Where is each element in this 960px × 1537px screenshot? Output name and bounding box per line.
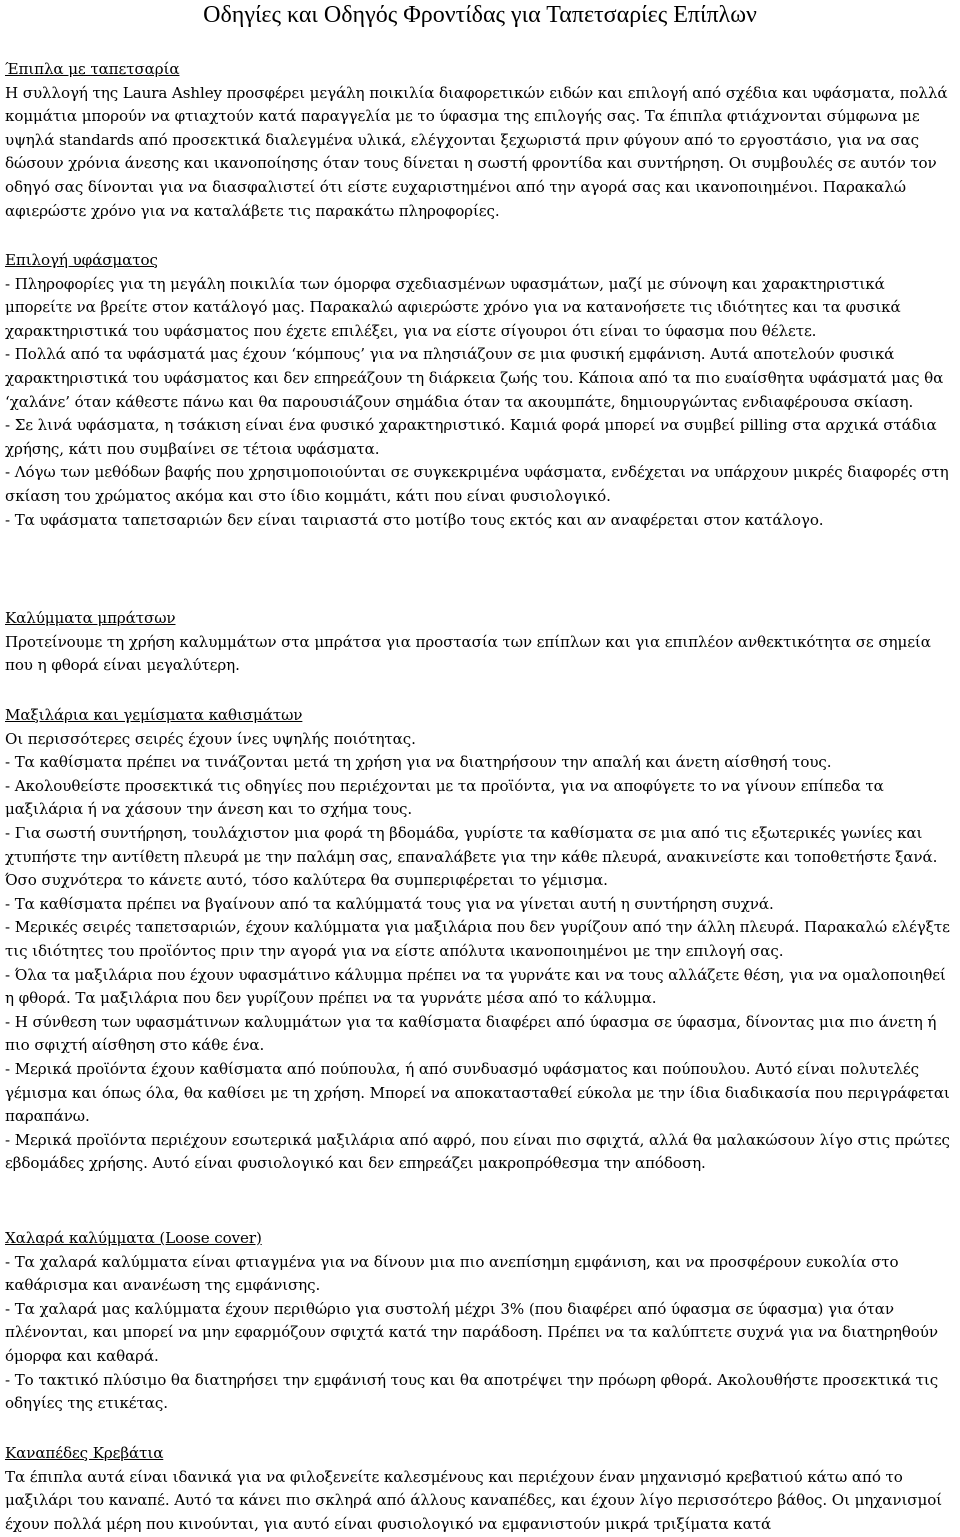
section-heading: Επιλογή υφάσματος — [5, 251, 158, 269]
paragraph: - Όλα τα μαξιλάρια που έχουν υφασμάτινο κάλυμμα πρέπει να τα γυρνάτε και να τους αλλάζετε θέση, για να ομαλοποιηθεί η φθορά. Τα μαξιλάρια που δεν γυρίζουν πρέπει να τα γυρνάτε μέσα από το κάλυμμα. — [5, 965, 946, 1008]
paragraph: - Μερικά προϊόντα περιέχουν εσωτερικά μαξιλάρια από αφρό, που είναι πιο σφιχτά, αλλά θα μαλακώσουν λίγο στις πρώτες εβδομάδες χρήσης. Αυτό είναι φυσιολογικό και δεν επηρεάζει μακροπρόθεσμα την απόδοση. — [5, 1130, 950, 1173]
paragraph: - Πολλά από τα υφάσματά μας έχουν ‘κόμπους’ για να πλησιάζουν σε μια φυσική εμφάνιση. Αυτά αποτελούν φυσικά χαρακτηριστικά του υφάσματος και δεν επηρεάζουν τη διάρκεια ζωής του. Κάποια από τα πιο ευαίσθητα υφάσματά μας θα ‘χαλάνε’ όταν κάθεστε πάνω και θα παρουσιάζουν σημάδια όταν τα ακουμπάτε, δημιουργώντας ενδιαφέρουσα σκίαση. — [5, 345, 944, 411]
section-fabric-choice — [5, 249, 955, 532]
page-title: Οδηγίες και Οδηγός Φροντίδας για Ταπετσαρίες Επίπλων — [203, 2, 757, 28]
paragraph: - Μερικές σειρές ταπετσαριών, έχουν καλύμματα για μαξιλάρια που δεν γυρίζουν από την άλλη πλευρά. Παρακαλώ ελέγξτε τις ιδιότητες του προϊόντος πριν την αγορά για να είστε απόλυτα ικανοποιημένοι με την επιλογή σας. — [5, 918, 950, 960]
section-heading: Καλύμματα μπράτσων — [5, 609, 176, 627]
paragraph: Προτείνουμε τη χρήση καλυμμάτων στα μπράτσα για προστασία των επίπλων και για επιπλέον ανθεκτικότητα σε σημεία που η φθορά είναι μεγαλύτερη. — [5, 632, 931, 675]
paragraph: - Τα χαλαρά μας καλύμματα έχουν περιθώριο για συστολή μέχρι 3% (που διαφέρει από ύφασμα σε ύφασμα) για όταν πλένονται, και μπορεί να μην εφαρμόζουν σφιχτά κατά την παράδοση. Πρέπει να τα καλύπτετε συχνά για να διατηρηθούν όμορφα και καθαρά. — [5, 1299, 938, 1365]
paragraph: - Για σωστή συντήρηση, τουλάχιστον μια φορά τη βδομάδα, γυρίστε τα καθίσματα σε μια από τις εξωτερικές γωνίες και χτυπήστε την αντίθετη πλευρά με την παλάμη σας, επαναλάβετε για την κάθε πλευρά, ανακινείστε και τοποθετήστε ξανά. Όσο συχνότερα το κάνετε αυτό, τόσο καλύτερα θα συμπεριφέρεται το γέμισμα. — [5, 823, 938, 890]
paragraph: - Το τακτικό πλύσιμο θα διατηρήσει την εμφάνισή τους και θα αποτρέψει την πρόωρη φθορά. Ακολουθήστε προσεκτικά τις οδηγίες της ετικέτας. — [5, 1370, 939, 1413]
paragraph: - Τα χαλαρά καλύμματα είναι φτιαγμένα για να δίνουν μια πιο ανεπίσημη εμφάνιση, και να προσφέρουν ευκολία στο καθάρισμα και ανανέωση της εμφάνισης. — [5, 1252, 899, 1295]
section-loose-covers — [5, 1227, 955, 1416]
paragraph: - Πληροφορίες για τη μεγάλη ποικιλία των όμορφα σχεδιασμένων υφασμάτων, μαζί με σύνοψη και χαρακτηριστικά μπορείτε να βρείτε στον κατάλογό μας. Παρακαλώ αφιερώστε χρόνο για να κατανοήσετε τις ιδιότητες και τα φυσικά χαρακτηριστικά του υφάσματος που έχετε επιλέξει, για να είστε σίγουροι ότι είναι το ύφασμα που θέλετε. — [5, 274, 901, 340]
section-heading: Έπιπλα με ταπετσαρία — [5, 60, 180, 78]
section-cushions-fillings — [5, 704, 955, 1176]
paragraph: - Τα υφάσματα ταπετσαριών δεν είναι ταιριαστά στο μοτίβο τους εκτός και αν αναφέρεται στον κατάλογο. — [5, 510, 824, 529]
section-sofa-beds — [5, 1442, 955, 1536]
section-heading: Μαξιλάρια και γεμίσματα καθισμάτων — [5, 706, 303, 724]
paragraph: - Ακολουθείστε προσεκτικά τις οδηγίες που περιέχονται με τα προϊόντα, για να αποφύγετε το να γίνουν επίπεδα τα μαξιλάρια ή να χάσουν την άνεση και το σχήμα τους. — [5, 776, 884, 819]
paragraph: - Σε λινά υφάσματα, η τσάκιση είναι ένα φυσικό χαρακτηριστικό. Καμιά φορά μπορεί να συμβεί pilling στα αρχικά στάδια χρήσης, κάτι που συμβαίνει σε τέτοια υφάσματα. — [5, 416, 937, 458]
paragraph: - Τα καθίσματα πρέπει να βγαίνουν από τα καλύμματά τους για να γίνεται αυτή η συντήρηση συχνά. — [5, 894, 774, 913]
paragraph: Οι περισσότερες σειρές έχουν ίνες υψηλής ποιότητας. — [5, 729, 416, 748]
paragraph: - Η σύνθεση των υφασμάτινων καλυμμάτων για τα καθίσματα διαφέρει από ύφασμα σε ύφασμα, δίνοντας μια πιο άνετη ή πιο σφιχτή αίσθηση στο κάθε ένα. — [5, 1012, 937, 1055]
paragraph: - Τα καθίσματα πρέπει να τινάζονται μετά τη χρήση για να διατηρήσουν την απαλή και άνετη αίσθησή τους. — [5, 753, 832, 772]
section-heading: Χαλαρά καλύμματα (Loose cover) — [5, 1229, 262, 1247]
paragraph: Η συλλογή της Laura Ashley προσφέρει μεγάλη ποικιλία διαφορετικών ειδών και επιλογή από σχέδια και υφάσματα, πολλά κομμάτια μπορούν να φτιαχτούν κατά παραγγελία με το ύφασμα της επιλογής σας. Τα έπιπλα φτιάχνονται σύμφωνα με υψηλά standards από προσεκτικά διαλεγμένα υλικά, ελέγχονται ξεχωριστά πριν φύγουν από το εργοστάσιο, για να σας δώσουν χρόνια άνεσης και ικανοποίησης όταν τους δίνεται η σωστή φροντίδα και συντήρηση. Οι συμβουλές σε αυτόν τον οδηγό σας δίνονται για να διασφαλιστεί ότι είστε ευχαριστημένοι από την αγορά σας και ικανοποιημένοι. Παρακαλώ αφιερώστε χρόνο για να καταλάβετε τις παρακάτω πληροφορίες. — [5, 83, 948, 220]
paragraph: - Λόγω των μεθόδων βαφής που χρησιμοποιούνται σε συγκεκριμένα υφάσματα, ενδέχεται να υπάρχουν μικρές διαφορές στη σκίαση του χρώματος ακόμα και στο ίδιο κομμάτι, κάτι που είναι φυσιολογικό. — [5, 463, 949, 505]
document-page — [5, 0, 955, 1533]
section-arm-covers — [5, 607, 955, 678]
section-upholstered-furniture — [5, 58, 955, 223]
paragraph: Τα έπιπλα αυτά είναι ιδανικά για να φιλοξενείτε καλεσμένους και περιέχουν έναν μηχανισμό κρεβατιού κάτω από το μαξιλάρι του καναπέ. Αυτό τα κάνει πιο σκληρά από άλλους καναπέδες, και έχουν λίγο περισσότερο βάθος. Οι μηχανισμοί έχουν πολλά μέρη που κινούνται, για αυτό είναι φυσιολογικό να εμφανιστούν μικρά τριξίματα κατά — [5, 1467, 942, 1533]
paragraph: - Μερικά προϊόντα έχουν καθίσματα από πούπουλα, ή από συνδυασμό υφάσματος και πούπουλου. Αυτό είναι πολυτελές γέμισμα και όπως όλα, θα καθίσει με τη χρήση. Μπορεί να αποκατασταθεί εύκολα με την ίδια διαδικασία που περιγράφεται παραπάνω. — [5, 1059, 950, 1126]
section-heading: Καναπέδες Κρεβάτια — [5, 1444, 164, 1462]
